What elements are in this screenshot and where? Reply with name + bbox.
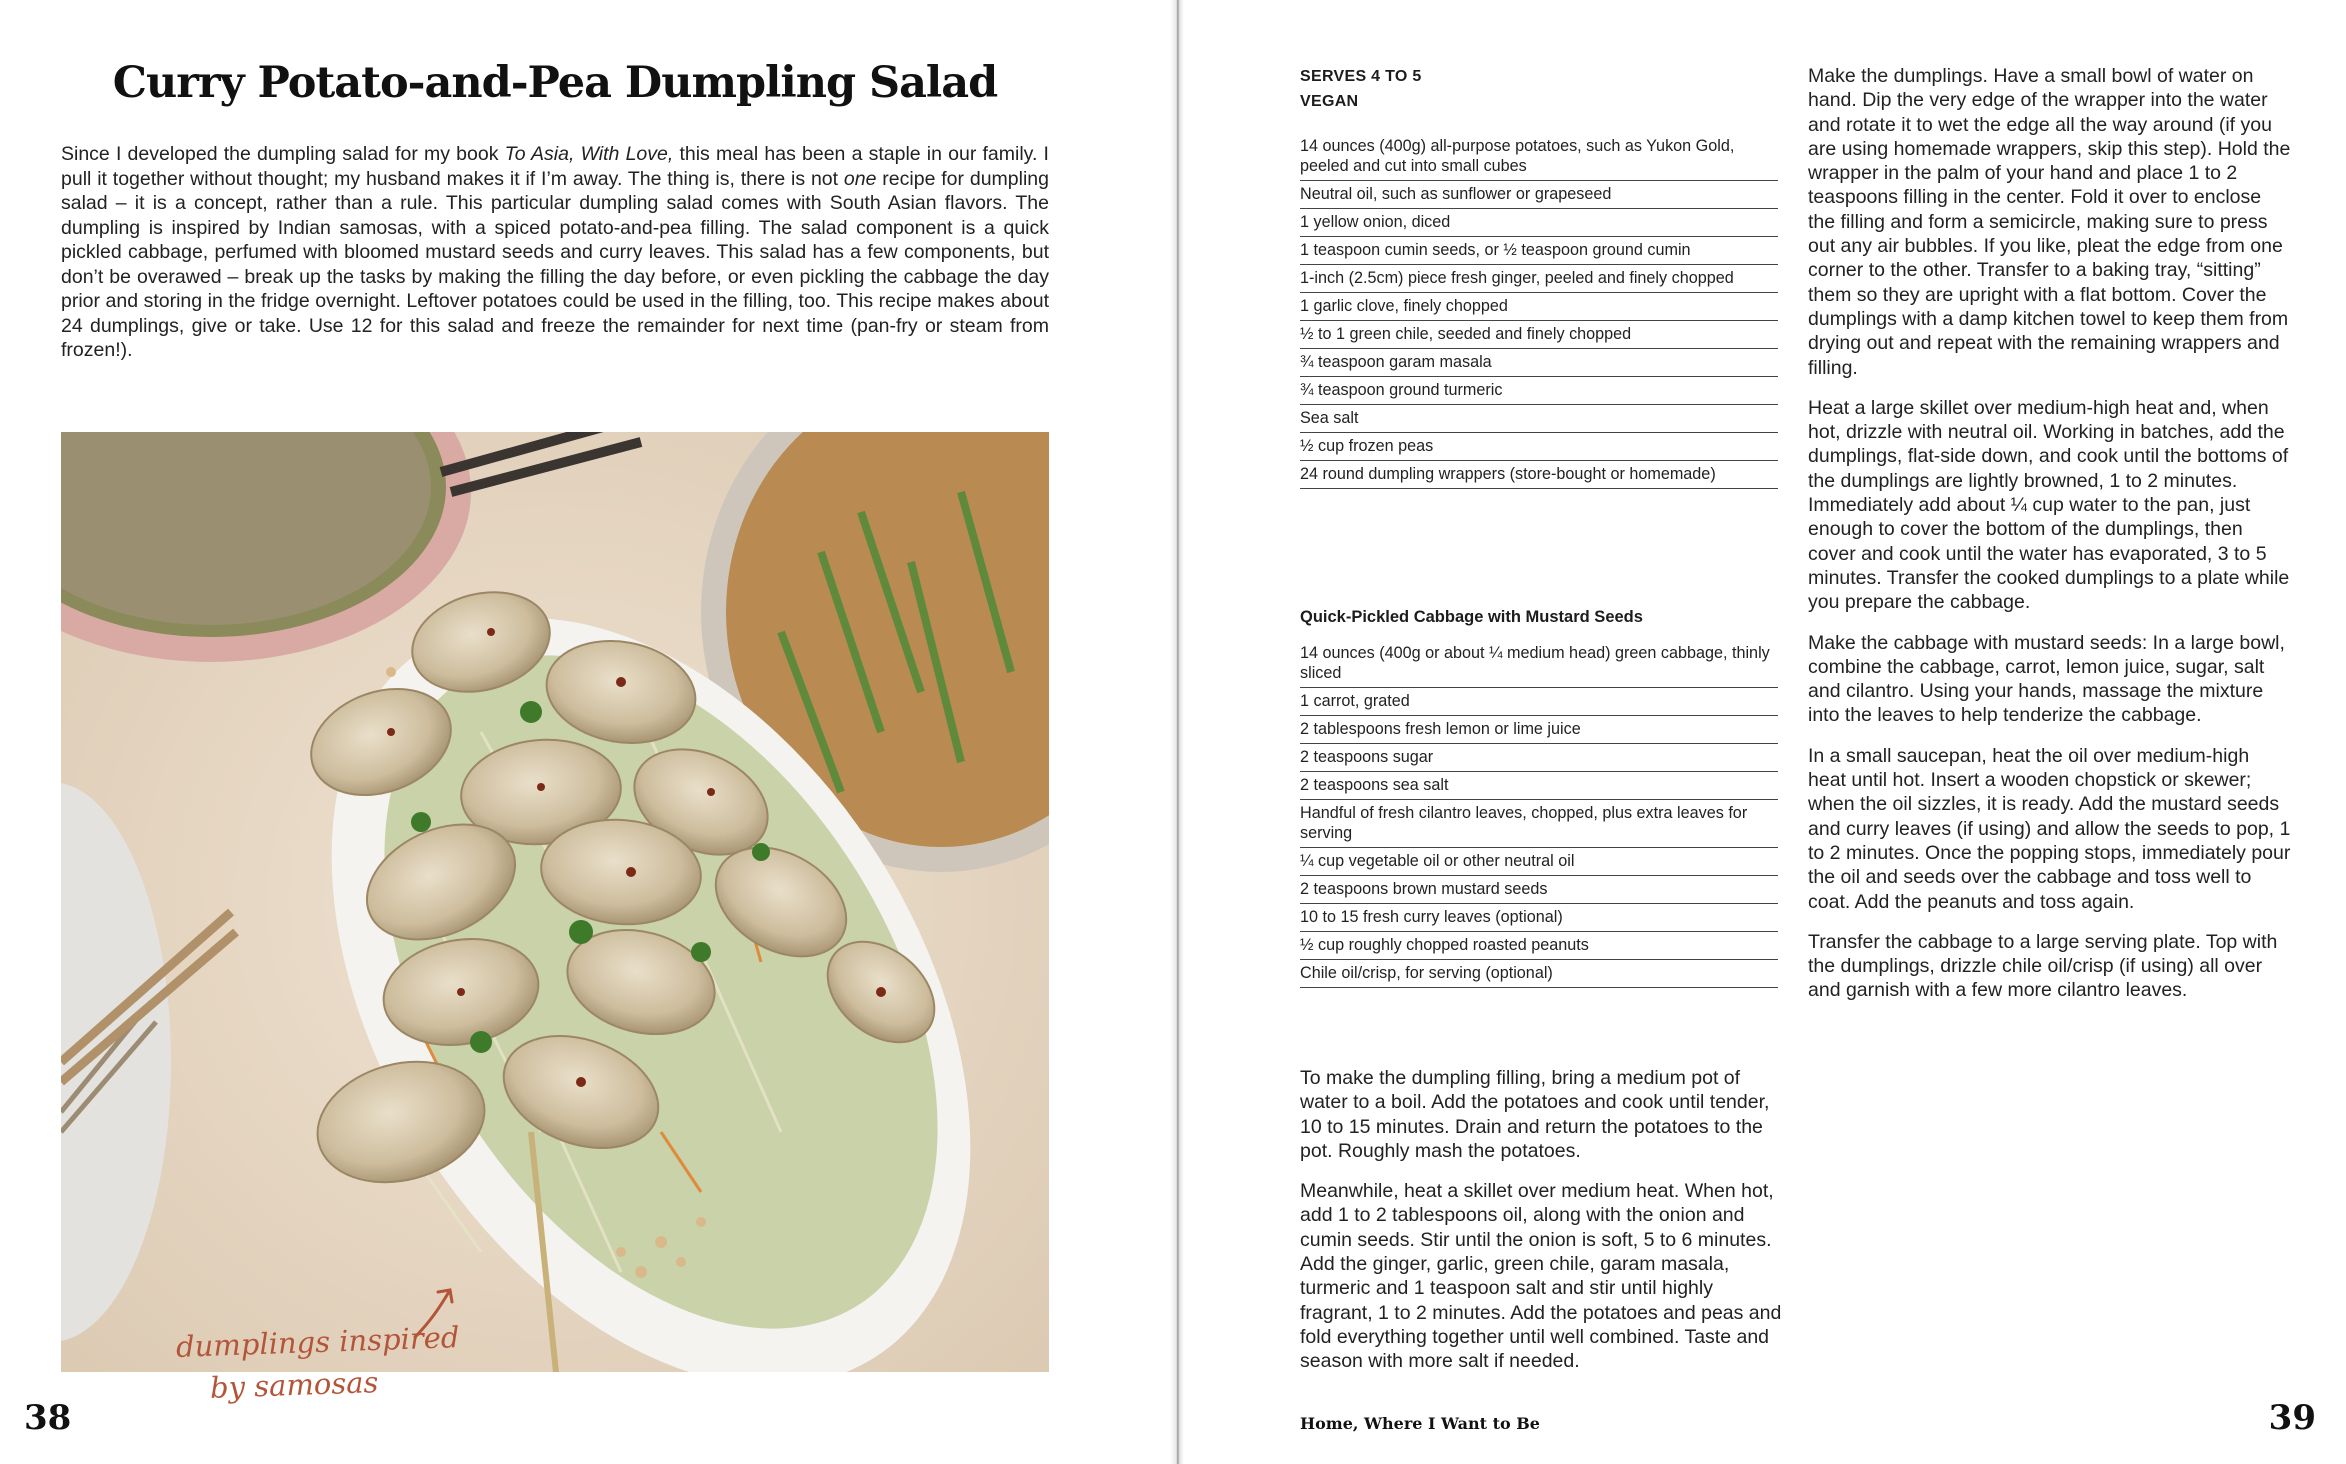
intro-text-end: recipe for dumpling salad – it is a concept, rather than a rule. This particular dumpling salad comes with South Asian flavors. The dumpling is inspired by Indian samosas, with a spiced potato-and-pea filling. The salad component is a quick pickled cabbage, perfumed with bloomed mustard seeds and curry leaves. This salad has a few components, but don’t be overawed – break up the tasks by making the filling the day before, or even pickling the cabbage the day prior and storing in the fridge overnight. Leftover potatoes could be used in the filling, too. This recipe makes about 24 dumplings, give or take. Use 12 for this salad and freeze the remainder for next time (pan-fry or steam from frozen!). [61,167,1049,361]
method-paragraph: Heat a large skillet over medium-high heat and, when hot, drizzle with neutral oil. Working in batches, add the dumplings, flat-side down, and cook until the bottoms of the dumplings are lightly browned, 1 to 2 minutes. Immediately add about ¼ cup water to the pan, just enough to cover the bottom of the dumplings, then cover and cook until the water has evaporated, 3 to 5 minutes. Transfer the cooked dumplings to a plate while you prepare the cabbage. [1808,396,2290,614]
ingredient-item: ¼ cup vegetable oil or other neutral oil [1300,848,1778,876]
page-number-left: 38 [24,1398,72,1438]
recipe-title: Curry Potato-and-Pea Dumpling Salad [112,58,998,108]
method-paragraph: Make the cabbage with mustard seeds: In a large bowl, combine the cabbage, carrot, lemon juice, sugar, salt and cilantro. Using your hands, massage the mixture into the leaves to help tenderize the cabbage. [1808,631,2285,727]
ingredient-item: Sea salt [1300,405,1778,433]
page-number-right: 39 [2268,1398,2316,1438]
method-paragraph: Make the dumplings. Have a small bowl of water on hand. Dip the very edge of the wrapper into the water and rotate it to wet the edge all the way around (if you are using homemade wrappers, skip this step). Hold the wrapper in the palm of your hand and place 1 to 2 teaspoons filling in the center. Fold it over to enclose the filling and form a semicircle, making sure to press out any air bubbles. If you like, pleat the edge from one corner to the other. Transfer to a baking tray, “sitting” them so they are upright with a flat bottom. Cover the dumplings with a damp kitchen towel to keep them from drying out and repeat with the remaining wrappers and filling. [1808,65,2291,379]
method-paragraph: To make the dumpling filling, bring a medium pot of water to a boil. Add the potatoes and cook until tender, 10 to 15 minutes. Drain and return the potatoes to the pot. Roughly mash the potatoes. [1300,1067,1770,1162]
ingredient-item: Chile oil/crisp, for serving (optional) [1300,960,1778,988]
running-head: Home, Where I Want to Be [1300,1414,1540,1433]
right-page [1184,0,2346,1464]
ingredient-item: 2 tablespoons fresh lemon or lime juice [1300,716,1778,744]
ingredient-list [1300,133,1778,489]
method-column-middle [1300,1066,1782,1390]
ingredient-item: 1 teaspoon cumin seeds, or ½ teaspoon ground cumin [1300,237,1778,265]
cabbage-ingredient-list [1300,640,1778,988]
method-paragraph: In a small saucepan, heat the oil over medium-high heat until hot. Insert a wooden chopstick or skewer; when the oil sizzles, it is ready. Add the mustard seeds and curry leaves (if using) and allow the seeds to pop, 1 to 2 minutes. Once the popping stops, immediately pour the oil and seeds over the cabbage and toss well to coat. Add the peanuts and toss again. [1808,744,2291,913]
dumpling-salad-photo [61,432,1049,1372]
ingredient-item: 2 teaspoons sea salt [1300,772,1778,800]
ingredient-item: 1 yellow onion, diced [1300,209,1778,237]
intro-emphasis: one [843,167,877,190]
ingredient-item: ½ to 1 green chile, seeded and finely chopped [1300,321,1778,349]
ingredient-item: ½ cup frozen peas [1300,433,1778,461]
handwritten-note-line1: dumplings inspired [175,1320,460,1364]
diet-label: VEGAN [1300,93,1359,110]
ingredient-item: 1 garlic clove, finely chopped [1300,293,1778,321]
recipe-intro [61,142,1049,363]
ingredient-item: Handful of fresh cilantro leaves, chopped, plus extra leaves for serving [1300,800,1778,848]
ingredient-item: 24 round dumpling wrappers (store-bought or homemade) [1300,461,1778,489]
ingredient-item: 1-inch (2.5cm) piece fresh ginger, peeled and finely chopped [1300,265,1778,293]
ingredient-item: 10 to 15 fresh curry leaves (optional) [1300,904,1778,932]
recipe-yield [1300,64,1422,114]
ingredient-item: ¾ teaspoon ground turmeric [1300,377,1778,405]
method-paragraph: Transfer the cabbage to a large serving plate. Top with the dumplings, drizzle chile oil/crisp (if using) all over and garnish with a few more cilantro leaves. [1808,930,2278,1002]
intro-text-middle: this meal has been a staple in our family. I pull it together without thought; my husband makes it if I’m away. The thing is, there is not [61,143,1049,190]
method-paragraph: Meanwhile, heat a skillet over medium heat. When hot, add 1 to 2 tablespoons oil, along with the onion and cumin seeds. Stir until the onion is soft, 5 to 6 minutes. Add the ginger, garlic, green chile, garam masala, turmeric and 1 teaspoon salt and stir until highly fragrant, 1 to 2 minutes. Add the potatoes and peas and fold everything together until well combined. Taste and season with more salt if needed. [1300,1180,1782,1373]
ingredient-item: Neutral oil, such as sunflower or grapeseed [1300,181,1778,209]
method-column-right [1808,64,2292,1019]
book-gutter [1170,0,1184,1464]
intro-text-start: Since I developed the dumpling salad for my book [61,143,505,165]
serves-label: SERVES 4 TO 5 [1300,68,1422,85]
ingredient-item: 14 ounces (400g) all-purpose potatoes, such as Yukon Gold, peeled and cut into small cubes [1300,133,1778,181]
cabbage-subheading: Quick-Pickled Cabbage with Mustard Seeds [1300,608,1643,626]
handwritten-note-line2: by samosas [209,1365,379,1405]
ingredient-item: ½ cup roughly chopped roasted peanuts [1300,932,1778,960]
ingredient-item: 2 teaspoons sugar [1300,744,1778,772]
ingredient-item: 2 teaspoons brown mustard seeds [1300,876,1778,904]
ingredient-item: 14 ounces (400g or about ¼ medium head) green cabbage, thinly sliced [1300,640,1778,688]
ingredient-item: ¾ teaspoon garam masala [1300,349,1778,377]
ingredient-item: 1 carrot, grated [1300,688,1778,716]
book-title: To Asia, With Love, [504,143,674,165]
